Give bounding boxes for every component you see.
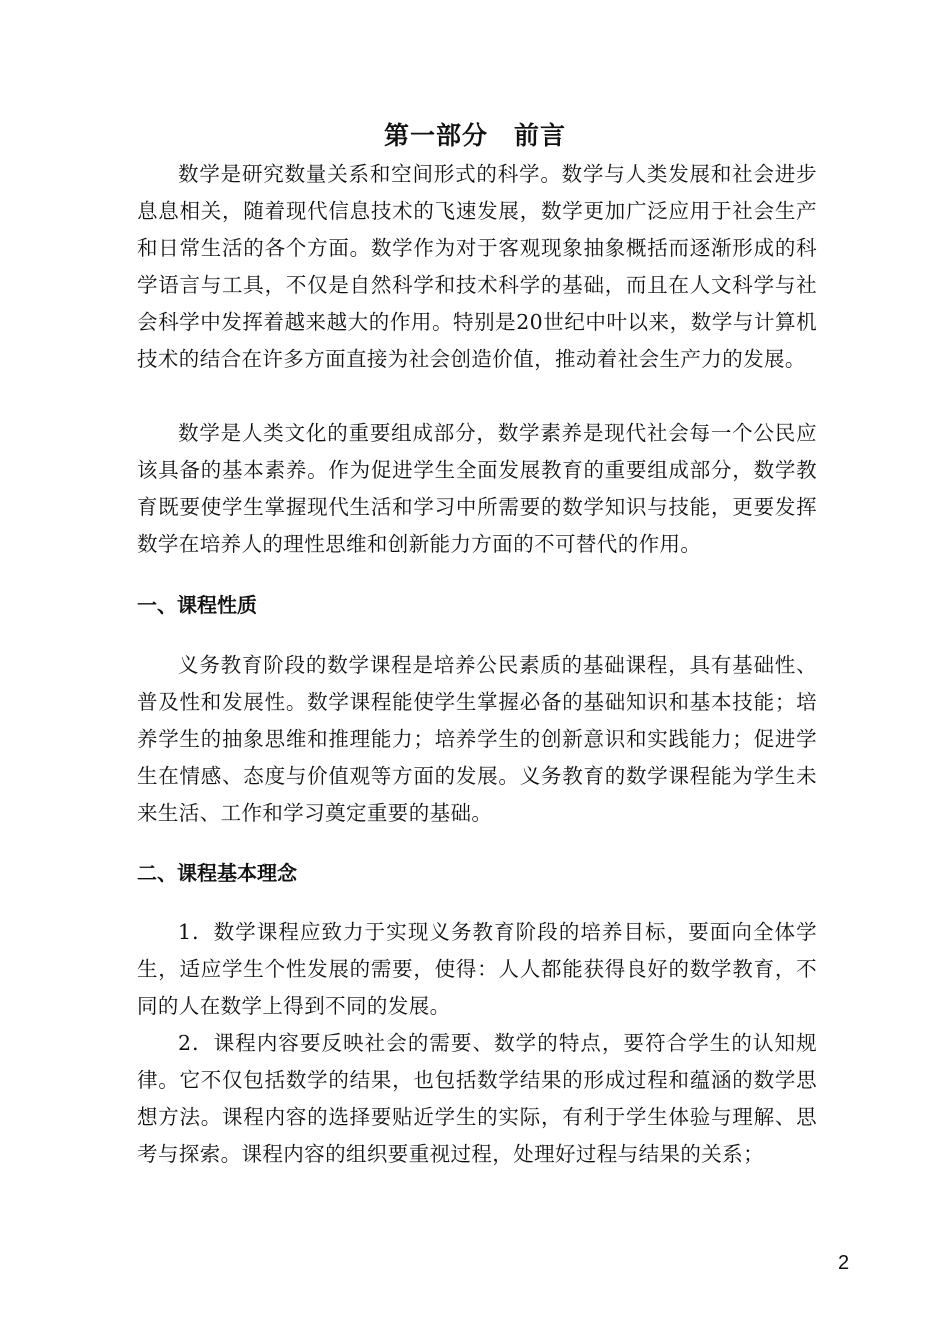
preface-paragraph-2: 数学是人类文化的重要组成部分，数学素养是现代社会每一个公民应该具备的基本素养。作为促进学生全面发展教育的重要组成部分，数学教育既要使学生掌握现代生活和学习中所需要的数学知识与技能，更要发挥数学在培养人的理性思维和创新能力方面的不可替代的作用。 (137, 421, 817, 556)
page-number: 2 (838, 1252, 850, 1274)
page-title: 第一部分 前言 (383, 121, 566, 150)
concept-item-1: 1．数学课程应致力于实现义务教育阶段的培养目标，要面向全体学生，适应学生个性发展的需要，使得：人人都能获得良好的数学教育，不同的人在数学上得到不同的发展。 (137, 920, 817, 1018)
concept-item-2: 2．课程内容要反映社会的需要、数学的特点，要符合学生的认知规律。它不仅包括数学的结果，也包括数学结果的形成过程和蕴涵的数学思想方法。课程内容的选择要贴近学生的实际，有利于学生体验与理解、思考与探索。课程内容的组织要重视过程，处理好过程与结果的关系； (137, 1031, 817, 1166)
section-heading-basic-concepts: 二、课程基本理念 (137, 861, 297, 885)
section-heading-course-nature: 一、课程性质 (137, 593, 257, 617)
course-nature-paragraph: 义务教育阶段的数学课程是培养公民素质的基础课程，具有基础性、普及性和发展性。数学课程能使学生掌握必备的基础知识和基本技能；培养学生的抽象思维和推理能力；培养学生的创新意识和实践能力；促进学生在情感、态度与价值观等方面的发展。义务教育的数学课程能为学生未来生活、工作和学习奠定重要的基础。 (137, 653, 817, 825)
preface-paragraph-1: 数学是研究数量关系和空间形式的科学。数学与人类发展和社会进步息息相关，随着现代信息技术的飞速发展，数学更加广泛应用于社会生产和日常生活的各个方面。数学作为对于客观现象抽象概括而逐渐形成的科学语言与工具，不仅是自然科学和技术科学的基础，而且在人文科学与社会科学中发挥着越来越大的作用。特别是20世纪中叶以来，数学与计算机技术的结合在许多方面直接为社会创造价值，推动着社会生产力的发展。 (137, 162, 817, 371)
